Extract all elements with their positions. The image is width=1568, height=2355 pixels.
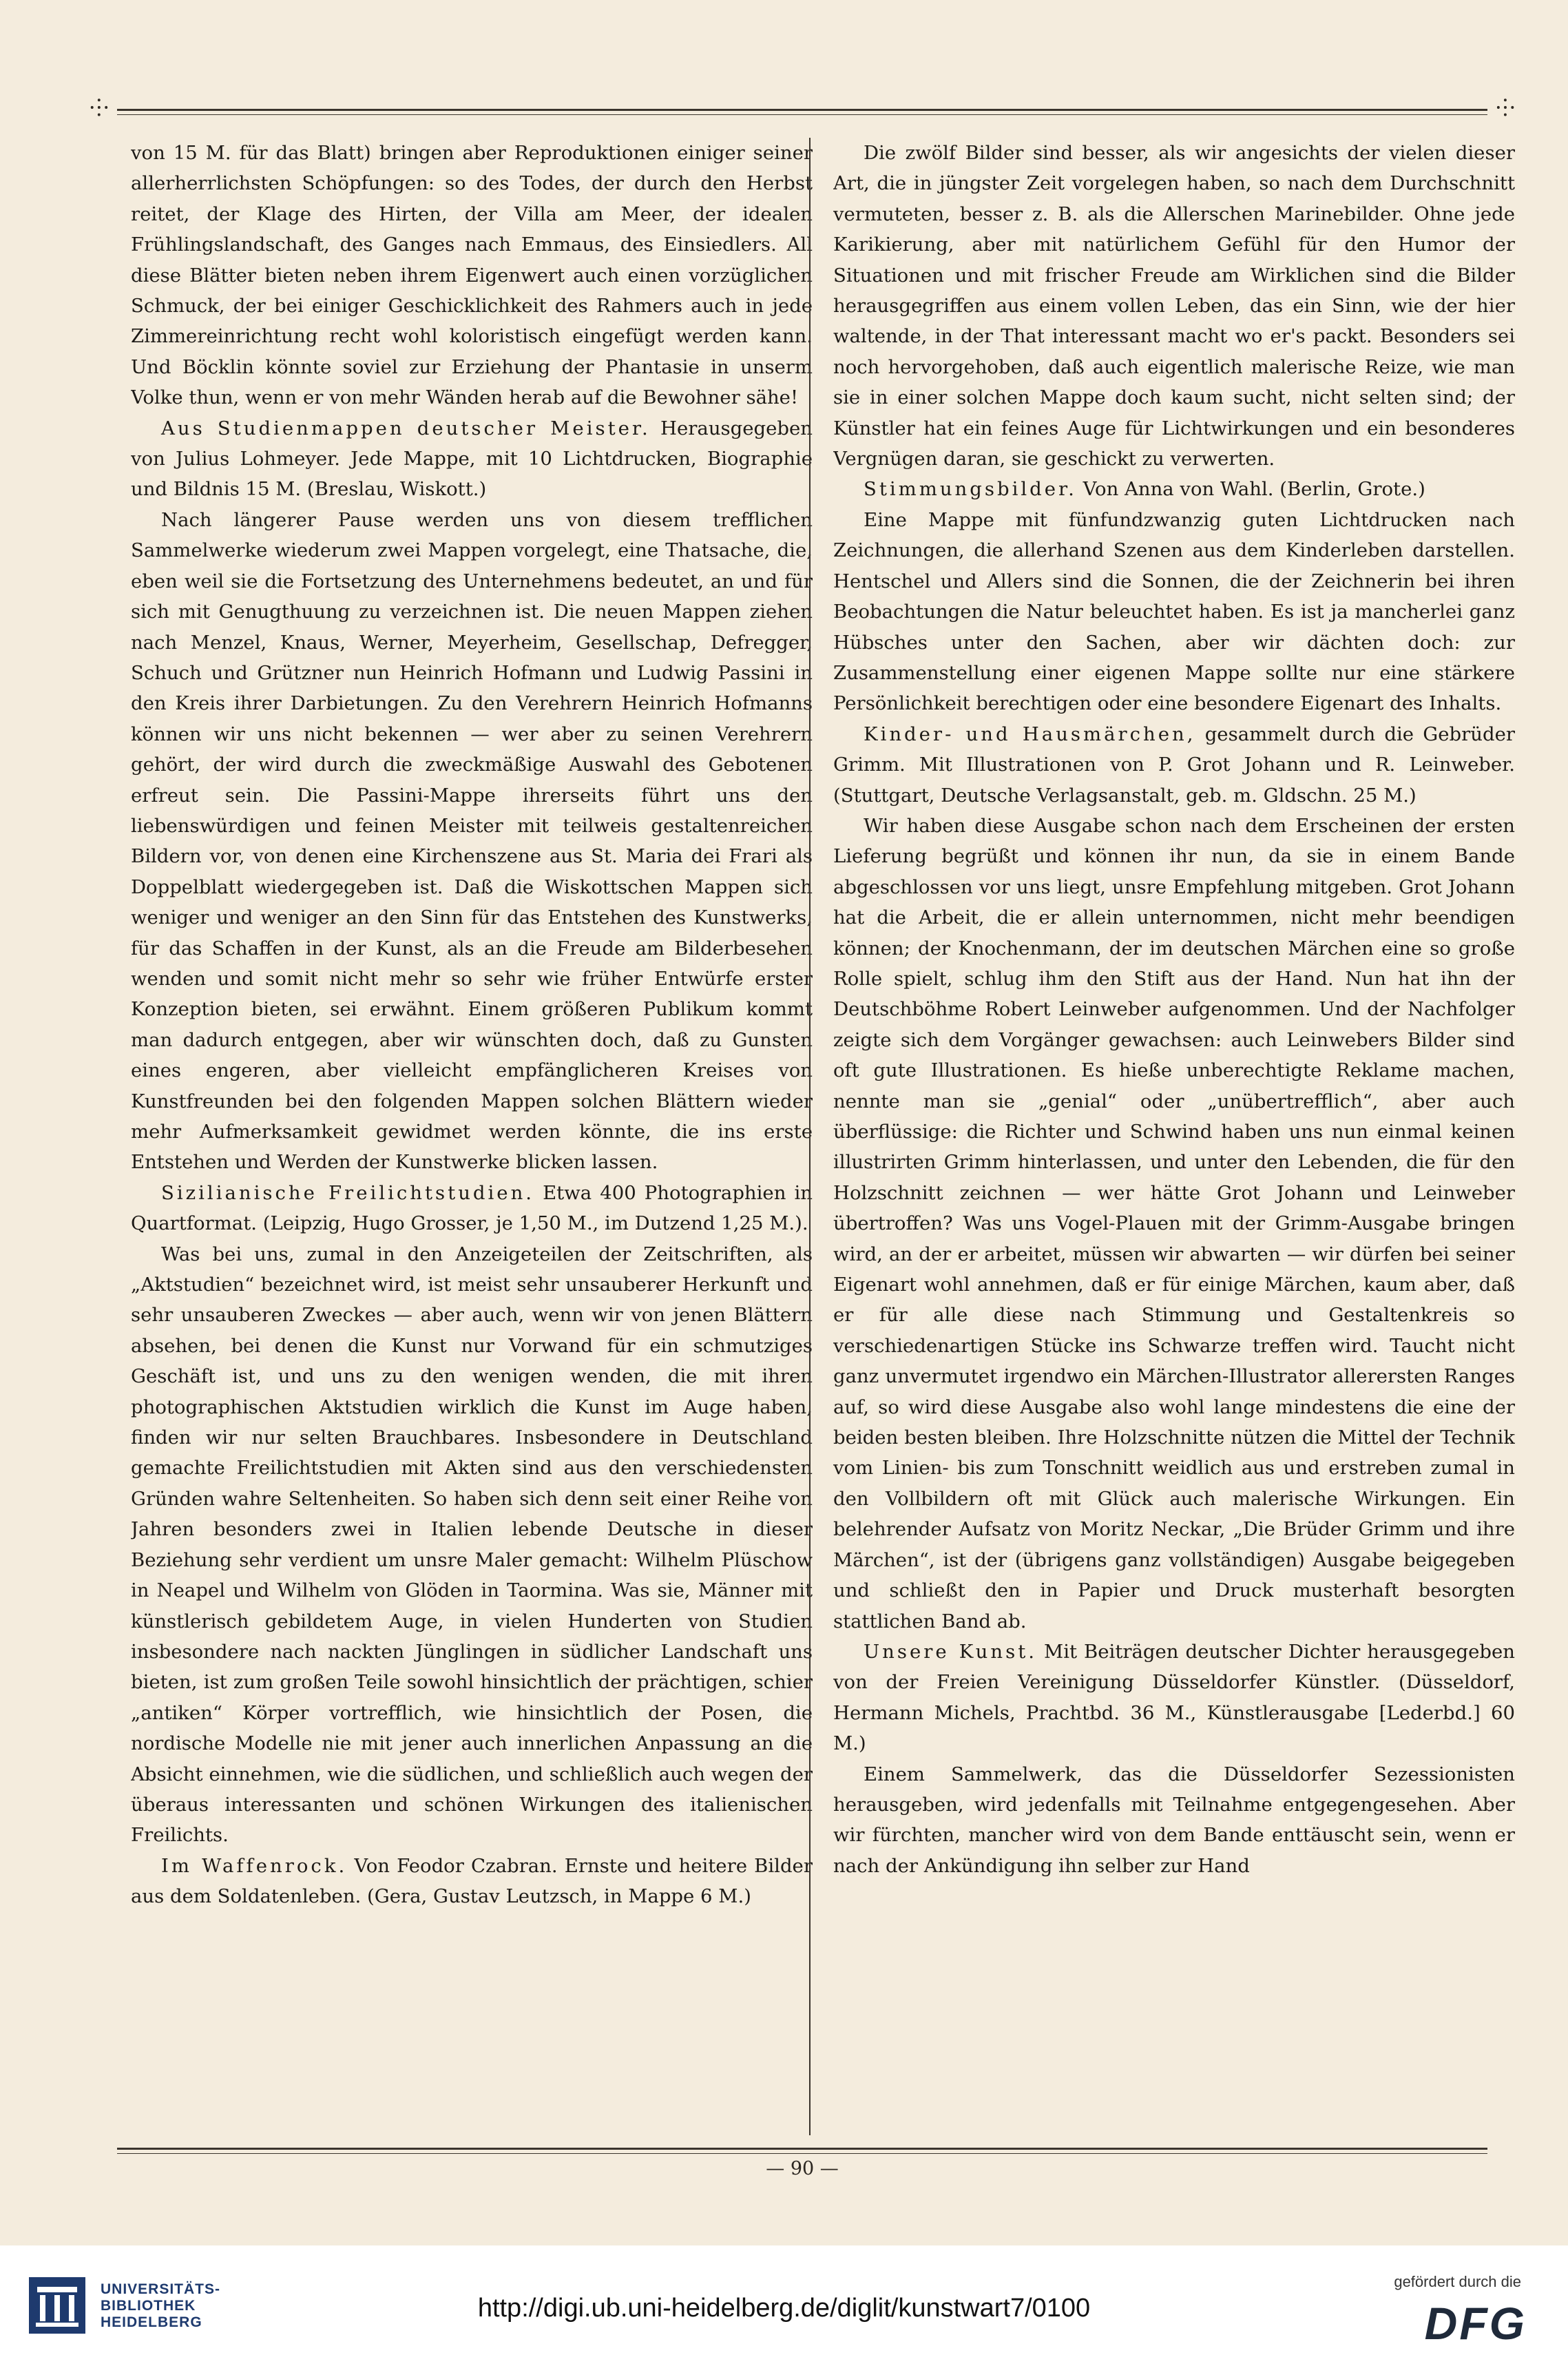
- dfg-logo: DFG: [1424, 2298, 1527, 2349]
- corner-ornament-right-icon: ⸭: [1496, 94, 1515, 122]
- paragraph: [131, 1178, 813, 1239]
- paragraph: Wir haben diese Ausgabe schon nach dem Erscheinen der ersten Lieferung begrüßt und können ihr nun, da sie in einem Bande abgeschlossen vor uns liegt, unsre Empfehlung mitgeben. Grot Johann hat die Arbeit, die er allein unternommen, nicht mehr beendigen können; der Knochenmann, der im deutschen Märchen eine so große Rolle spielt, schlug ihm den Stift aus der Hand. Nun hat ihn der Deutschböhme Robert Leinweber aufgenommen. Und der Nachfolger zeigte sich dem Vorgänger gewachsen: auch Leinwebers Bilder sind oft gute Illustrationen. Es hieße unberechtigte Reklame machen, nennte man sie „genial“ oder „unübertrefflich“, aber auch überflüssige: die Richter und Schwind haben uns nun einmal keinen illustrirten Grimm hinterlassen, und unter den Lebenden, die für den Holzschnitt zeichnen — wer hätte Grot Johann und Leinweber übertroffen? Was uns Vogel-Plauen mit der Grimm-Ausgabe bringen wird, an der er arbeitet, müssen wir abwarten — wir dürfen bei seiner Eigenart wohl annehmen, daß er für einige Märchen, kaum aber, daß er für alle diese nach Stimmung und Gestaltenkreis so verschiedenartigen Stücke ins Schwarze treffen wird. Taucht nicht ganz unvermutet irgendwo ein Märchen-Illustrator allerersten Ranges auf, so wird diese Ausgabe also wohl lange mindestens die eine der beiden besten bleiben. Ihre Holzschnitte nützen die Mittel der Technik vom Linien- bis zum Tonschnitt weidlich aus und erstreben zumal in den Vollbildern oft mit Glück auch malerische Wirkungen. Ein belehrender Aufsatz von Moritz Neckar, „Die Brüder Grimm und ihre Märchen“, ist der (übrigens ganz vollständigen) Ausgabe beigegeben und schließt den in Papier und Druck musterhaft besorgten stattlichen Band ab.: [833, 814, 1515, 1632]
- review-meta: Etwa 400 Photographien in Quartformat. (Leipzig, Hugo Grosser, je 1,50 M., im Dutzend 1,25 M.).: [131, 1181, 813, 1235]
- review-meta: Von Anna von Wahl. (Berlin, Grote.): [1083, 478, 1425, 501]
- top-rule: [117, 109, 1487, 111]
- source-url-link[interactable]: http://digi.ub.uni-heidelberg.de/diglit/kunstwart7/0100: [477, 2294, 1091, 2323]
- funded-by-label: gefördert durch die: [1394, 2273, 1521, 2290]
- page-number: — 90 —: [766, 2158, 839, 2179]
- right-column: [833, 138, 1515, 2135]
- library-name-line: BIBLIOTHEK: [101, 2298, 196, 2314]
- paragraph: [131, 1851, 813, 1912]
- review-heading: Im Waffenrock.: [161, 1854, 348, 1877]
- corner-ornament-left-icon: ⸭: [90, 94, 109, 122]
- review-heading: Sizilianische Freilichtstudien.: [161, 1181, 535, 1204]
- review-meta: Mit Beiträgen deutscher Dichter herausgegeben von der Freien Vereinigung Düsseldorfer Künstler. (Düsseldorf, Hermann Michels, Prachtbd. 36 M., Künstlerausgabe [Lederbd.] 60 M.): [833, 1640, 1515, 1755]
- review-meta: gesammelt durch die Gebrüder Grimm. Mit Illustrationen von P. Grot Johann und R. Leinweber. (Stuttgart, Deutsche Verlagsanstalt, geb. m. Gldschn. 25 M.): [833, 723, 1515, 807]
- paragraph: Eine Mappe mit fünfundzwanzig guten Lichtdrucken nach Zeichnungen, die allerhand Szenen aus dem Kinderleben darstellen. Hentschel und Allers sind die Sonnen, die der Zeichnerin bei ihren Beobachtungen die Natur beleuchtet haben. Es ist ja mancherlei ganz Hübsches unter den Sachen, aber wir dächten doch: zur Zusammenstellung einer eigenen Mappe sollte nur eine stärkere Persönlichkeit berechtigen oder eine besondere Eigenart des Inhalts.: [833, 508, 1515, 715]
- paragraph: Einem Sammelwerk, das die Düsseldorfer Sezessionisten herausgeben, wird jedenfalls mit Teilnahme entgegengesehen. Aber wir fürchten, mancher wird von dem Bande enttäuscht sein, wenn er nach der Ankündigung ihn selber zur Hand: [833, 1763, 1515, 1877]
- library-name-line: HEIDELBERG: [101, 2314, 202, 2330]
- paragraph: [131, 413, 813, 505]
- paragraph: Was bei uns, zumal in den Anzeigeteilen der Zeitschriften, als „Aktstudien“ bezeichnet wird, ist meist sehr unsauberer Herkunft und sehr unsauberen Zweckes — aber auch, wenn wir von jenen Blättern absehen, bei denen die Kunst nur Vorwand für ein schmutziges Geschäft ist, und uns zu den wenigen wenden, die mit ihren photographischen Aktstudien wirklich die Kunst im Auge haben, finden wir nur selten Brauchbares. Insbesondere in Deutschland gemachte Freilichtstudien mit Akten sind aus den verschiedensten Gründen wahre Seltenheiten. So haben sich denn seit einer Reihe von Jahren besonders zwei in Italien lebende Deutsche in dieser Beziehung sehr verdient um unsre Maler gemacht: Wilhelm Plüschow in Neapel und Wilhelm von Glöden in Taormina. Was sie, Männer mit künstlerisch gebildetem Auge, in vielen Hunderten von Studien insbesondere nach nackten Jünglingen in südlicher Landschaft uns bieten, ist zum großen Teile sowohl hinsichtlich der prächtigen, schier „antiken“ Körper vortrefflich, wie hinsichtlich der Posen, die nordische Modelle nie mit jener auch innerlichen Anpassung an die Absicht einnehmen, wie die südlichen, und schließlich auch wegen der überaus interessanten und schönen Wirkungen des italienischen Freilichts.: [131, 1243, 813, 1847]
- left-column: [131, 138, 813, 2135]
- library-name-line: UNIVERSITÄTS-: [101, 2281, 221, 2297]
- page-frame: [90, 94, 1515, 2220]
- review-heading: Aus Studienmappen deutscher Meister.: [161, 417, 651, 439]
- review-heading: Unsere Kunst.: [864, 1640, 1037, 1663]
- review-meta: Herausgegeben von Julius Lohmeyer. Jede Mappe, mit 10 Lichtdrucken, Biographie und Bildnis 15 M. (Breslau, Wiskott.): [131, 417, 813, 501]
- paragraph: von 15 M. für das Blatt) bringen aber Reproduktionen einiger seiner allerherrlichsten Schöpfungen: so des Todes, der durch den Herbst reitet, der Klage des Hirten, der Villa am Meer, der idealen Frühlingslandschaft, des Ganges nach Emmaus, des Einsiedlers. All diese Blätter bieten neben ihrem Eigenwert auch einen vorzüglichen Schmuck, der bei einiger Geschicklichkeit des Rahmers auch in jede Zimmereinrichtung recht wohl koloristisch eingefügt werden kann. Und Böcklin könnte soviel zur Erziehung der Phantasie in unserm Volke thun, wenn er von mehr Wänden herab auf die Bewohner sähe!: [131, 142, 813, 409]
- review-heading: Stimmungsbilder.: [864, 478, 1077, 501]
- paragraph: Nach längerer Pause werden uns von diesem trefflichen Sammelwerke wiederum zwei Mappen vorgelegt, eine Thatsache, die, eben weil sie die Fortsetzung des Unternehmens bedeutet, an und für sich mit Genugthuung zu verzeichnen ist. Die neuen Mappen ziehen nach Menzel, Knaus, Werner, Meyerheim, Gesellschap, Defregger, Schuch und Grützner nun Heinrich Hofmann und Ludwig Passini in den Kreis ihrer Darbietungen. Zu den Verehrern Heinrich Hofmanns können wir uns nicht bekennen — wer aber zu seinen Verehrern gehört, der wird durch die zweckmäßige Auswahl des Gebotenen erfreut sein. Die Passini-Mappe ihrerseits führt uns den liebenswürdigen und feinen Meister mit teilweis gestaltenreichen Bildern vor, von denen eine Kirchenszene aus St. Maria dei Frari als Doppelblatt wiedergegeben ist. Daß die Wiskottschen Mappen sich weniger und weniger an den Sinn für das Entstehen des Kunstwerks, für das Schaffen in der Kunst, als an die Freude am Bilderbesehen wenden und somit nicht mehr so sehr wie früher Entwürfe erster Konzeption bieten, sei erwähnt. Einem größeren Publikum kommt man dadurch entgegen, aber wir wünschten doch, daß zu Gunsten eines engeren, aber vielleicht empfänglicheren Kreises von Kunstfreunden bei den folgenden Mappen solchen Blättern wieder mehr Aufmerksamkeit gewidmet werden könnte, die ins erste Entstehen und Werden der Kunstwerke blicken lassen.: [131, 508, 813, 1174]
- paragraph: Die zwölf Bilder sind besser, als wir angesichts der vielen dieser Art, die in jüngster Zeit vorgelegen haben, so nach dem Durchschnitt vermuteten, besser z. B. als die Allerschen Marinebilder. Ohne jede Karikierung, aber mit natürlichem Gefühl für den Humor der Situationen und mit frischer Freude am Wirklichen sind die Bilder herausgegriffen aus einem vollen Leben, das ein Sinn, wie der hier waltende, in der That interessant macht wo er's packt. Besonders sei noch hervorgehoben, daß auch eigentlich malerische Reize, wie man sie in einer solchen Mappe doch kaum sucht, nicht selten sind; der Künstler hat ein feines Auge für Lichtwirkungen und ein besonderes Vergnügen daran, sie geschickt zu verwerten.: [833, 142, 1515, 470]
- paragraph: [833, 474, 1515, 504]
- bottom-rule: [117, 2148, 1487, 2150]
- paragraph: [833, 719, 1515, 811]
- paragraph: [833, 1637, 1515, 1759]
- column-divider: [809, 138, 811, 2135]
- review-meta: Von Feodor Czabran. Ernste und heitere Bilder aus dem Soldatenleben. (Gera, Gustav Leutzsch, in Mappe 6 M.): [131, 1854, 813, 1908]
- review-heading: Kinder- und Hausmärchen,: [864, 723, 1196, 745]
